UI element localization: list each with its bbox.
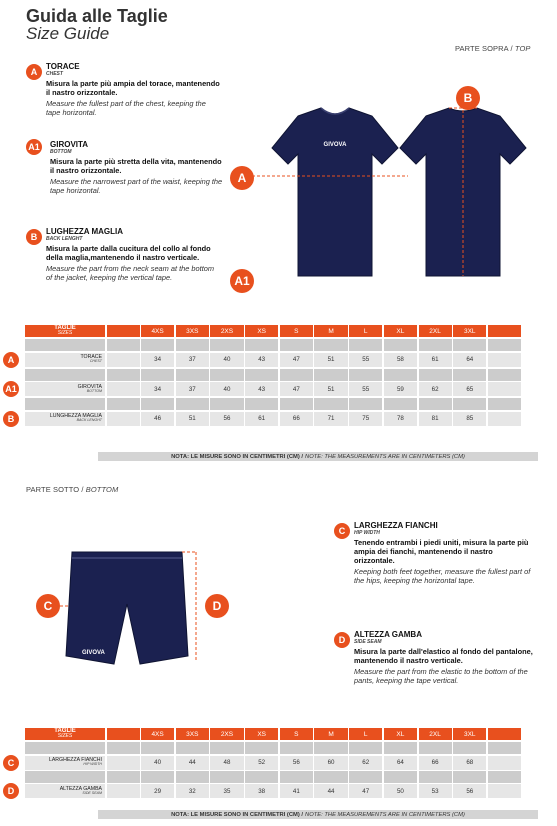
bottom-header-size: L [349, 728, 382, 740]
bottom-header-size: 3XS [176, 728, 209, 740]
bottom-spacer-cell [176, 771, 209, 783]
top-row-value: 51 [176, 412, 209, 426]
top-spacer-cell [210, 369, 243, 381]
bottom-row-value: 29 [141, 784, 174, 798]
bottom-row-value: 47 [349, 784, 382, 798]
bottom-spacer-cell [349, 771, 382, 783]
top-row-value: 51 [314, 382, 347, 396]
top-table-row [25, 382, 522, 396]
top-row-label-main: TORACE [80, 354, 102, 361]
top-size-table [5, 325, 538, 431]
top-row-label-sub: BOTTOM [86, 388, 102, 393]
top-spacer-cell [25, 398, 105, 410]
bottom-spacer-cell [419, 771, 452, 783]
top-spacer-cell [314, 398, 347, 410]
bottom-header-size: M [314, 728, 347, 740]
top-spacer-cell [280, 398, 313, 410]
badge-back: B [26, 229, 42, 245]
bottom-spacer-cell [488, 742, 521, 754]
bottom-spacer-cell [349, 742, 382, 754]
bottom-header-main: TAGLIE [54, 728, 76, 735]
top-spacer-cell [141, 369, 174, 381]
top-header-end [488, 325, 521, 337]
measure-chest [46, 62, 221, 118]
bottom-spacer-cell [141, 742, 174, 754]
top-spacer-cell [349, 339, 382, 351]
top-row-value: 61 [419, 353, 452, 367]
bottom-spacer-cell [314, 742, 347, 754]
bottom-row-label [25, 784, 105, 798]
top-spacer-cell [349, 398, 382, 410]
bottom-row-value: 44 [314, 784, 347, 798]
bottom-header-size: 3XL [453, 728, 486, 740]
shorts-brand-logo: GIVOVA [82, 650, 105, 656]
top-header-sub: SIZES [57, 330, 73, 337]
top-spacer-row [25, 369, 522, 381]
bottom-spacer-cell [210, 771, 243, 783]
top-header-empty [107, 325, 140, 337]
top-row-badge: A [3, 352, 19, 368]
bottom-spacer-cell [107, 742, 140, 754]
bottom-row-end [488, 756, 521, 770]
bottom-row-value: 38 [245, 784, 278, 798]
bottom-spacer-row [25, 742, 522, 754]
bottom-size-table [7, 728, 538, 803]
top-row-value: 85 [453, 412, 486, 426]
measure-back-sub: BACK LENGHT [46, 236, 83, 242]
top-row-value: 43 [245, 353, 278, 367]
bottom-header-size: XL [384, 728, 417, 740]
top-row-value: 66 [280, 412, 313, 426]
top-spacer-cell [280, 339, 313, 351]
measure-hip [354, 521, 534, 585]
figure-badge-chest: A [230, 166, 254, 190]
measure-hip-text: Tenendo entrambi i piedi uniti, misura la parte più ampia dei fianchi, mantenendo il nastro orizzontale. [354, 538, 529, 565]
measure-chest-text: Misura la parte più ampia del torace, mantenendo il nastro orizzontale. [46, 79, 220, 97]
top-row-value: 47 [280, 382, 313, 396]
top-row-label [25, 353, 105, 367]
bottom-row-value: 56 [453, 784, 486, 798]
bottom-spacer-cell [488, 771, 521, 783]
bottom-row-label-main: ALTEZZA GAMBA [59, 785, 102, 792]
tshirt-brand-logo: GIVOVA [323, 142, 347, 148]
top-spacer-cell [419, 369, 452, 381]
top-spacer-cell [419, 398, 452, 410]
bottom-row-value: 40 [141, 756, 174, 770]
top-header-size: 2XL [419, 325, 452, 337]
top-spacer-cell [107, 369, 140, 381]
bottom-row-value: 66 [419, 756, 452, 770]
top-spacer-cell [176, 369, 209, 381]
bottom-row-value: 32 [176, 784, 209, 798]
bottom-header-label [25, 728, 105, 740]
top-table-row [25, 353, 522, 367]
top-row-empty [107, 412, 140, 426]
measure-waist [50, 140, 225, 196]
measure-waist-sub: BOTTOM [50, 149, 72, 155]
top-spacer-cell [280, 369, 313, 381]
top-row-value: 46 [141, 412, 174, 426]
bottom-spacer-cell [107, 771, 140, 783]
bottom-row-value: 64 [384, 756, 417, 770]
bottom-row-empty [107, 756, 140, 770]
top-row-value: 78 [384, 412, 417, 426]
bottom-spacer-cell [245, 771, 278, 783]
bottom-row-end [488, 784, 521, 798]
top-row-value: 51 [314, 353, 347, 367]
top-header-size: M [314, 325, 347, 337]
top-header-size: 2XS [210, 325, 243, 337]
measure-back-title: LUGHEZZA MAGLIA [46, 227, 124, 236]
top-spacer-cell [349, 369, 382, 381]
measure-leg-title: ALTEZZA GAMBA [354, 630, 422, 639]
top-spacer-cell [107, 398, 140, 410]
top-note: NOTA: LE MISURE SONO IN CENTIMETRI (CM) / NOTE: THE MEASUREMENTS ARE IN CENTIMETERS (CM) [98, 452, 538, 461]
top-table-header [25, 325, 522, 337]
figure-badge-leg: D [205, 594, 229, 618]
bottom-row-value: 62 [349, 756, 382, 770]
top-header-size: 4XS [141, 325, 174, 337]
top-spacer-cell [488, 369, 521, 381]
bottom-spacer-cell [384, 742, 417, 754]
badge-waist: A1 [26, 139, 42, 155]
top-section-label: PARTE SOPRA / TOP [455, 44, 531, 53]
top-header-size: 3XS [176, 325, 209, 337]
bottom-spacer-cell [314, 771, 347, 783]
top-spacer-cell [176, 339, 209, 351]
measure-waist-title: GIROVITA [50, 140, 89, 149]
bottom-header-size: 2XL [419, 728, 452, 740]
bottom-note: NOTA: LE MISURE SONO IN CENTIMETRI (CM) / NOTE: THE MEASUREMENTS ARE IN CENTIMETERS (CM) [98, 810, 538, 819]
top-spacer-cell [453, 398, 486, 410]
top-row-value: 40 [210, 382, 243, 396]
bottom-row-value: 35 [210, 784, 243, 798]
top-spacer-cell [419, 339, 452, 351]
top-row-label-sub: BACK LENGHT [76, 418, 102, 423]
measure-back-text: Misura la parte dalla cucitura del collo al fondo della maglia,mantenendo il nastro verticale. [46, 244, 211, 262]
measure-waist-text: Misura la parte più stretta della vita, mantenendo il nastro orizzontale. [50, 157, 222, 175]
measure-leg-text: Misura la parte dall'elastico al fondo del pantalone, mantenendo il nastro verticale. [354, 647, 533, 665]
top-header-label [25, 325, 105, 337]
figure-badge-hip: C [36, 594, 60, 618]
top-header-size: 3XL [453, 325, 486, 337]
page-title: Guida alle Taglie [26, 6, 168, 26]
top-row-value: 62 [419, 382, 452, 396]
top-row-value: 61 [245, 412, 278, 426]
bottom-row-label [25, 756, 105, 770]
bottom-row-value: 53 [419, 784, 452, 798]
top-row-value: 37 [176, 382, 209, 396]
top-spacer-cell [176, 398, 209, 410]
shorts-illustration [60, 548, 200, 670]
bottom-row-value: 50 [384, 784, 417, 798]
top-row-value: 47 [280, 353, 313, 367]
figure-badge-back: B [456, 86, 480, 110]
top-spacer-cell [245, 369, 278, 381]
top-spacer-cell [141, 398, 174, 410]
top-row-badge: A1 [3, 381, 19, 397]
top-row-value: 81 [419, 412, 452, 426]
top-row-label-sub: CHEST [89, 359, 102, 364]
top-spacer-cell [107, 339, 140, 351]
bottom-spacer-cell [384, 771, 417, 783]
top-spacer-cell [25, 339, 105, 351]
bottom-spacer-cell [280, 771, 313, 783]
bottom-spacer-cell [453, 742, 486, 754]
top-header-main: TAGLIE [54, 325, 76, 332]
top-spacer-cell [245, 339, 278, 351]
top-table-row [25, 412, 522, 426]
tshirt-front [272, 108, 398, 276]
top-row-label-main: LUNGHEZZA MAGLIA [49, 413, 102, 420]
top-row-value: 75 [349, 412, 382, 426]
bottom-row-label-sub: SIDE SEAM [82, 790, 102, 795]
bottom-header-empty [107, 728, 140, 740]
bottom-header-size: 4XS [141, 728, 174, 740]
badge-leg: D [334, 632, 350, 648]
bottom-spacer-cell [25, 771, 105, 783]
bottom-table-row [25, 784, 522, 798]
top-row-value: 34 [141, 353, 174, 367]
bottom-header-size: S [280, 728, 313, 740]
top-row-end [488, 382, 521, 396]
top-row-value: 37 [176, 353, 209, 367]
top-spacer-cell [210, 339, 243, 351]
top-spacer-row [25, 339, 522, 351]
bottom-header-end [488, 728, 521, 740]
measure-leg-sub: SIDE SEAM [354, 639, 382, 645]
bottom-spacer-cell [25, 742, 105, 754]
top-row-value: 59 [384, 382, 417, 396]
top-spacer-cell [384, 369, 417, 381]
measure-back-text-en: Measure the part from the neck seam at the bottom of the jacket, keeping the vertical tape. [46, 263, 215, 282]
shorts [66, 552, 188, 664]
measure-hip-text-en: Keeping both feet together, measure the fullest part of the hips, keeping the horizontal tape. [354, 566, 531, 585]
top-header-size: L [349, 325, 382, 337]
top-row-value: 64 [453, 353, 486, 367]
measure-chest-sub: CHEST [46, 71, 63, 77]
page-subtitle: Size Guide [26, 24, 110, 43]
top-row-end [488, 412, 521, 426]
bottom-table-row [25, 756, 522, 770]
top-spacer-cell [245, 398, 278, 410]
measure-leg [354, 630, 534, 686]
bottom-spacer-cell [141, 771, 174, 783]
bottom-row-label-main: LARGHEZZA FIANCHI [48, 757, 102, 764]
top-row-value: 58 [384, 353, 417, 367]
bottom-row-badge: C [3, 755, 19, 771]
top-spacer-cell [384, 339, 417, 351]
top-spacer-cell [453, 339, 486, 351]
bottom-spacer-cell [280, 742, 313, 754]
bottom-row-value: 60 [314, 756, 347, 770]
badge-chest: A [26, 64, 42, 80]
top-spacer-cell [141, 339, 174, 351]
bottom-row-badge: D [3, 783, 19, 799]
measure-hip-title: LARGHEZZA FIANCHI [354, 521, 438, 530]
top-spacer-row [25, 398, 522, 410]
bottom-spacer-cell [419, 742, 452, 754]
measure-chest-title: TORACE [46, 62, 80, 71]
top-row-label [25, 412, 105, 426]
top-spacer-cell [210, 398, 243, 410]
bottom-spacer-cell [453, 771, 486, 783]
top-row-empty [107, 353, 140, 367]
top-header-size: XL [384, 325, 417, 337]
top-row-value: 55 [349, 353, 382, 367]
bottom-row-value: 41 [280, 784, 313, 798]
top-spacer-cell [488, 339, 521, 351]
top-row-value: 40 [210, 353, 243, 367]
bottom-header-sub: SIZES [57, 733, 73, 740]
top-row-value: 34 [141, 382, 174, 396]
bottom-row-empty [107, 784, 140, 798]
measure-waist-text-en: Measure the narrowest part of the waist, keeping the tape horizontal. [50, 176, 223, 195]
top-header-size: XS [245, 325, 278, 337]
top-row-end [488, 353, 521, 367]
bottom-spacer-cell [210, 742, 243, 754]
bottom-table-header [25, 728, 522, 740]
bottom-header-size: 2XS [210, 728, 243, 740]
measure-hip-sub: HIP WIDTH [354, 530, 380, 536]
bottom-row-value: 48 [210, 756, 243, 770]
top-row-value: 65 [453, 382, 486, 396]
bottom-row-label-sub: HIP WIDTH [83, 762, 102, 767]
figure-badge-waist: A1 [230, 269, 254, 293]
measure-leg-text-en: Measure the part from the elastic to the bottom of the pants, keeping the tape vertical. [354, 666, 528, 685]
top-row-label [25, 382, 105, 396]
top-spacer-cell [25, 369, 105, 381]
top-spacer-cell [488, 398, 521, 410]
bottom-spacer-cell [245, 742, 278, 754]
top-row-value: 43 [245, 382, 278, 396]
bottom-row-value: 52 [245, 756, 278, 770]
top-row-empty [107, 382, 140, 396]
badge-hip: C [334, 523, 350, 539]
top-row-badge: B [3, 411, 19, 427]
bottom-section-label: PARTE SOTTO / BOTTOM [26, 485, 119, 494]
bottom-spacer-cell [176, 742, 209, 754]
bottom-header-size: XS [245, 728, 278, 740]
top-row-value: 56 [210, 412, 243, 426]
tshirt-illustration [228, 80, 540, 302]
top-row-value: 55 [349, 382, 382, 396]
top-spacer-cell [314, 339, 347, 351]
bottom-row-value: 68 [453, 756, 486, 770]
bottom-row-value: 56 [280, 756, 313, 770]
top-spacer-cell [314, 369, 347, 381]
top-spacer-cell [453, 369, 486, 381]
bottom-row-value: 44 [176, 756, 209, 770]
bottom-spacer-row [25, 771, 522, 783]
top-header-size: S [280, 325, 313, 337]
top-row-label-main: GIROVITA [77, 383, 102, 390]
measure-back [46, 227, 221, 283]
measure-chest-text-en: Measure the fullest part of the chest, keeping the tape horizontal. [46, 98, 206, 117]
top-spacer-cell [384, 398, 417, 410]
top-row-value: 71 [314, 412, 347, 426]
